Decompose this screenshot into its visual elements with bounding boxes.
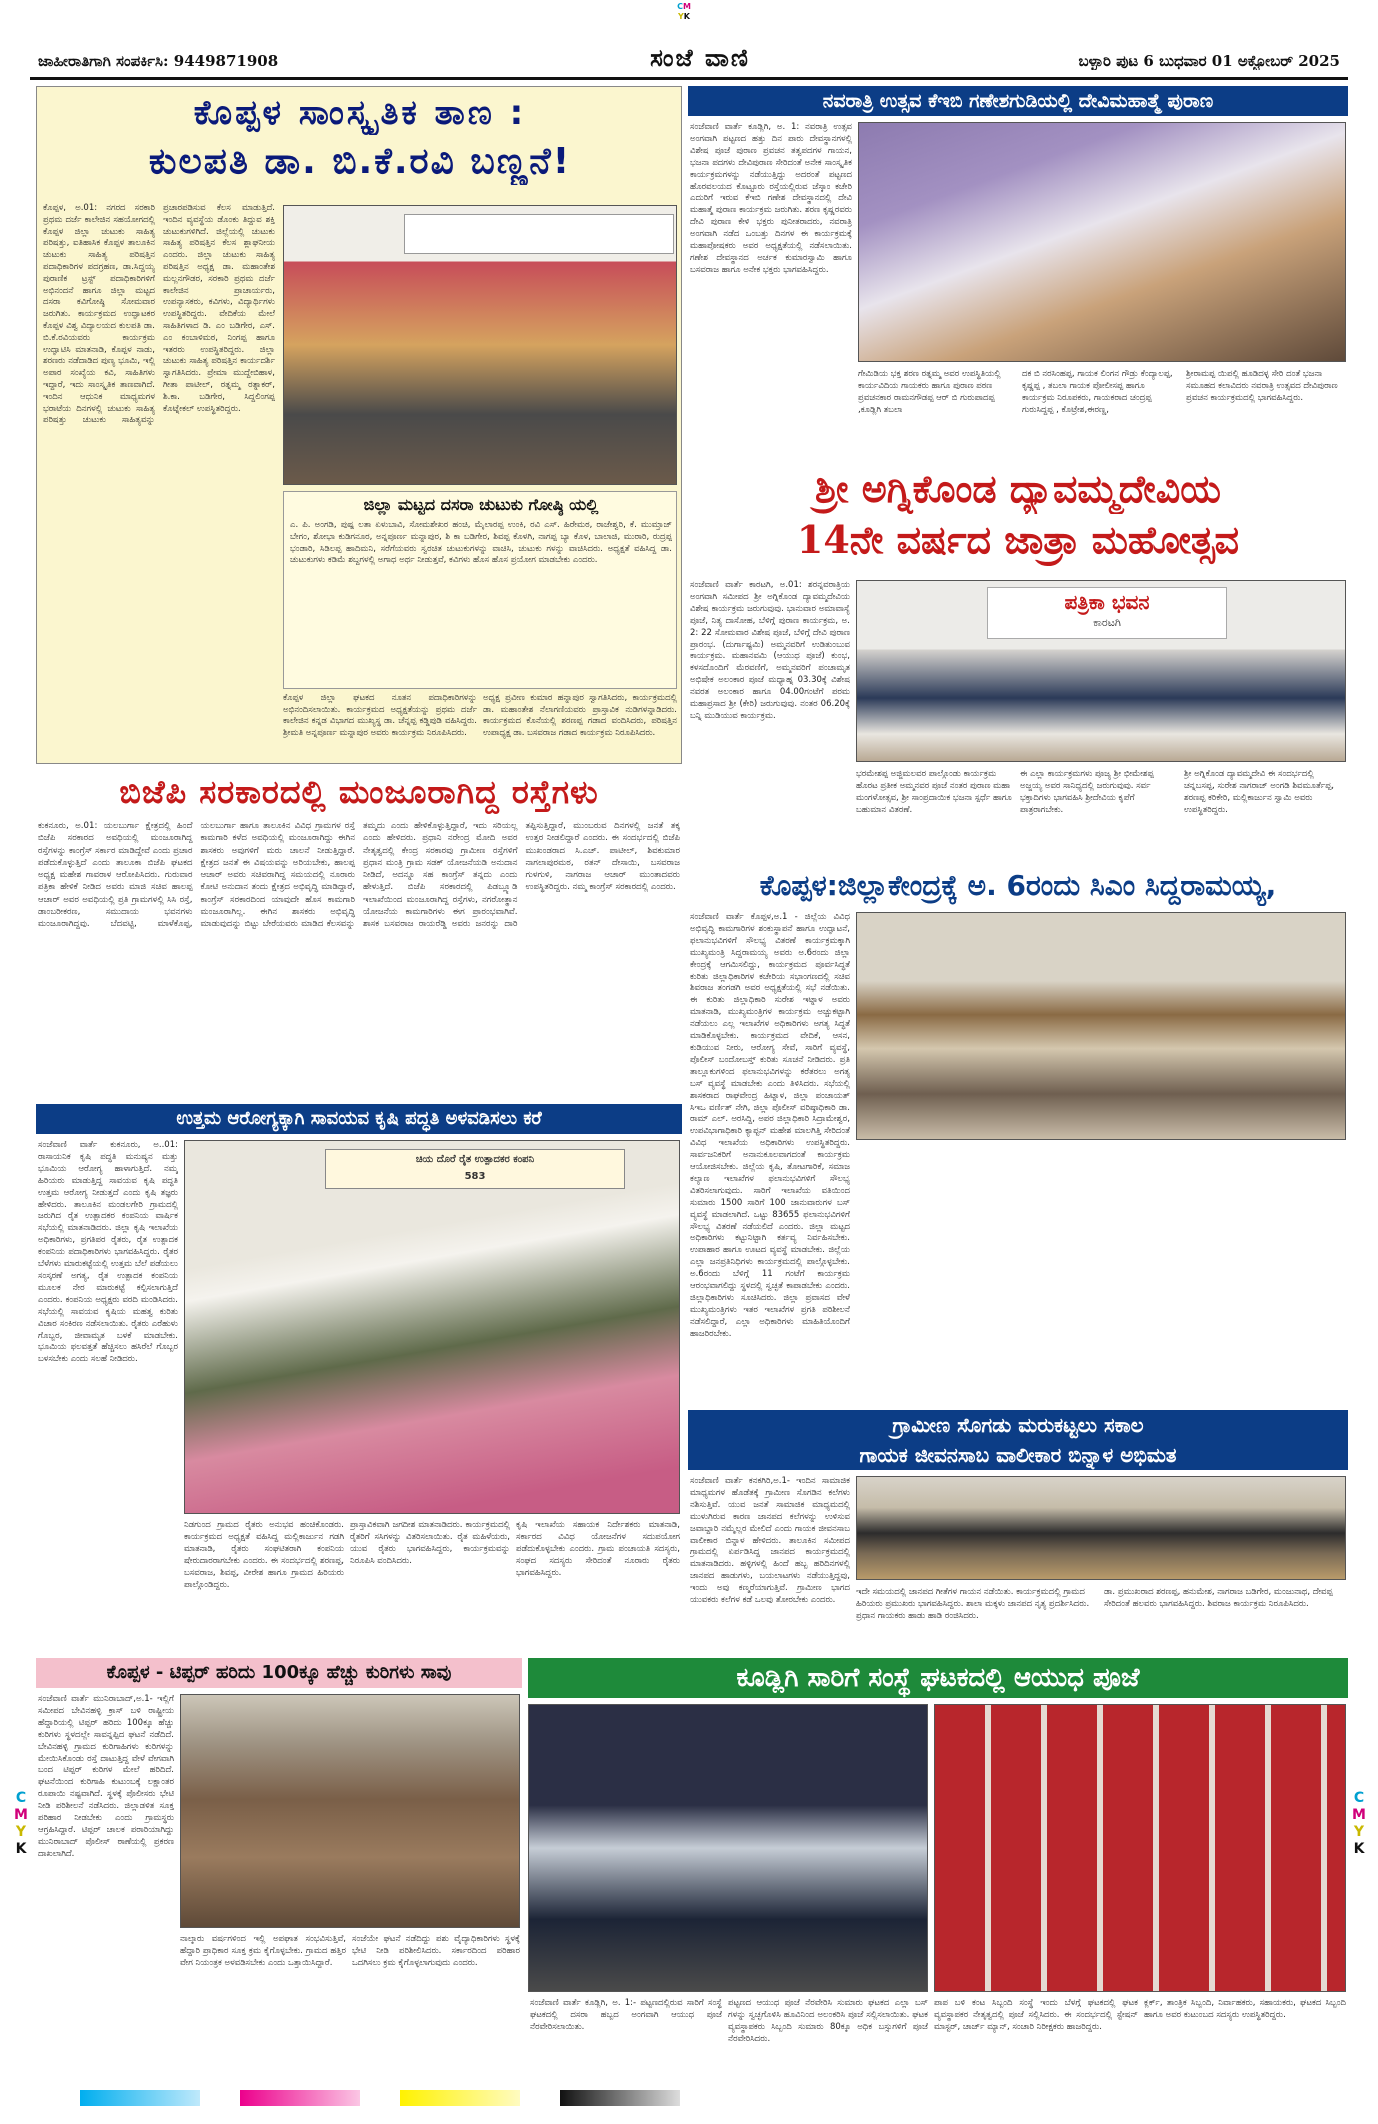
event-photo xyxy=(856,1476,1346,1580)
story-body: ಪ್ರಾಸ್ತಾವಿಕವಾಗಿ ಜಗದೀಶ ಮಾತನಾಡಿದರು. ಕಾರ್ಯಕ್ರಮದಲ್ಲಿ ರೈತರಿಗೆ ಸಸಿಗಳನ್ನು ವಿತರಿಸಲಾಯಿತು. ರೈತ ಮಹಿಳೆಯರು, ಯುವ ರೈತರು ಭಾಗವಹಿಸಿದ್ದರು, ಕಾರ್ಯಕ್ರಮವನ್ನು ನಿರೂಪಿಸಿ ವಂದಿಸಿದರು. xyxy=(350,1520,510,1566)
headline: ಬಿಜೆಪಿ ಸರಕಾರದಲ್ಲಿ ಮಂಜೂರಾಗಿದ್ದ ರಸ್ತೆಗಳು xyxy=(119,773,599,811)
event-photo xyxy=(283,205,677,485)
story-body: ಸಂಜೆವಾಣಿ ವಾರ್ತೆ ಕೂಡ್ಲಿಗಿ, ಅ. 1: ನವರಾತ್ರಿ ಉತ್ಸವ ಅಂಗವಾಗಿ ಪಟ್ಟಣದ ಹತ್ತು ದಿನ ಪಾರು ದೇವಸ್ಥಾನಗಳಲ್ಲಿ ವಿಶೇಷ ಪೂಜೆ ಪುರಾಣ ಪ್ರವಚನ ತತ್ವಪದಗಳ ಗಾಯನ, ಭಜನಾ ಪದಗಳು ದೇವಿಪುರಾಣ ಸೇರಿದಂತೆ ಅನೇಕ ಸಾಂಸ್ಕೃತಿಕ ಕಾರ್ಯಕ್ರಮಗಳನ್ನು ನಡೆಯುತ್ತಿದ್ದು ಅದರಂತೆ ಪಟ್ಟಣದ ಹೊರವಲಯದ ಕೊಟ್ಟೂರು ರಸ್ತೆಯಲ್ಲಿರುವ ಜೆಸ್ಕಾಂ ಕಚೇರಿ ಎದುರಿಗೆ ಇರುವ ಕೆಇಬಿ ಗಣೇಶ ದೇವಸ್ಥಾನದಲ್ಲಿ ದೇವಿ ಮಹಾತ್ಮೆ ಪುರಾಣ ಕಾರ್ಯಕ್ರಮ ಜರುಗಿತು. ಶರಣ ಕೃಷ್ಣರವರು ದೇವಿ ಪುರಾಣ ಕೇಳಿ ಭಕ್ತರು ಪುನೀತರಾದರು, ನವರಾತ್ರಿ ಅಂಗವಾಗಿ ನಡೆದ ಒಂಬತ್ತು ದಿನಗಳ ಈ ಕಾರ್ಯಕ್ರಮಕ್ಕೆ ಮಹಾಪೋಷಕರು ಅವರ ಅಧ್ಯಕ್ಷತೆಯಲ್ಲಿ ನಡೆಸಲಾಯಿತು. ಗಣೇಶ ದೇವಸ್ಥಾನದ ಅರ್ಚಕ ಕುಮಾರಸ್ವಾಮಿ ಹಾಗೂ ಬಸವರಾಜ ಹಾಗೂ ಅನೇಕ ಭಕ್ತರು ಭಾಗವಹಿಸಿದ್ದರು. xyxy=(690,122,852,275)
caption: ಇದೇ ಸಮಯದಲ್ಲಿ ಜಾನಪದ ಗೀತೆಗಳ ಗಾಯನ ನಡೆಯಿತು. ಕಾರ್ಯಕ್ರಮದಲ್ಲಿ ಗ್ರಾಮದ ಹಿರಿಯರು ಪ್ರಮುಖರು ಭಾಗವಹಿಸಿದ್ದರು. ಶಾಲಾ ಮಕ್ಕಳು ಜಾನಪದ ನೃತ್ಯ ಪ್ರದರ್ಶಿಸಿದರು. ಪ್ರಧಾನ ಗಾಯಕರು ಹಾಡು ಹಾಡಿ ರಂಜಿಸಿದರು. xyxy=(856,1587,1090,1621)
buses-photo xyxy=(934,1704,1346,1992)
story-koppal-cultural xyxy=(36,86,682,764)
caption: ದಕ ಬಿ ನರಸಿಂಹಪ್ಪ, ಗಾಯಕ ಲಿಂಗನ ಗೌಡ್ರು ಕೆಂದ್ಯಾಲಪ್ಪ, ಕೃಷ್ಣಪ್ಪ , ತಬಲಾ ಗಾಯಕ ಪೋಲೀಸಪ್ಪ ಹಾಗೂ ಕಾರ್ಯಕ್ರಮ ನಿರೂಪಕರು, ಗಾಯಕರಾದ ಚಂದ್ರಪ್ಪ ಗುರುಸಿದ್ದಪ್ಪ , ಕೊಟ್ರೇಶ,ಈರಣ್ಣ, xyxy=(1022,369,1173,415)
headline: ಗಾಯಕ ಜೀವನಸಾಬ ವಾಲೀಕಾರ ಬಿನ್ನಾಳ ಅಭಿಮತ xyxy=(688,1440,1348,1470)
bus-depot-photo xyxy=(528,1704,928,1992)
story-body: ಪಾಪ ಬಳಿ ಕಂಟ ಸಿಬ್ಬಂದಿ ಸಂಸ್ಥೆ ಇಂದು ಬೆಳಗ್ಗೆ ಘಟಕದಲ್ಲಿ ಘಟಕ ವ್ಯವಸ್ಥಾಪಕರ ನೇತೃತ್ವದಲ್ಲಿ ಪೂಜೆ ಸಲ್ಲಿಸಿದರು. ಈ ಸಂದರ್ಭದಲ್ಲಿ ಸ್ಟೇಷನ್ ಮಾಸ್ಟರ್, ಚಾರ್ಜ್ ಮ್ಯಾನ್, ಸಂಚಾರಿ ನಿರೀಕ್ಷಕರು ಹಾಜರಿದ್ದರು. xyxy=(934,1998,1138,2032)
headline: ಉತ್ತಮ ಆರೋಗ್ಯಕ್ಕಾಗಿ ಸಾವಯವ ಕೃಷಿ ಪದ್ಧತಿ ಅಳವಡಿಸಲು ಕರೆ xyxy=(36,1104,682,1134)
story-body: ಸಂಜೆವಾಣಿ ವಾರ್ತೆ ಕೊಪ್ಪಳ,ಅ.1 - ಜಿಲ್ಲೆಯ ವಿವಿಧ ಅಭಿವೃದ್ಧಿ ಕಾಮಗಾರಿಗಳ ಶಂಕುಸ್ಥಾಪನೆ ಹಾಗೂ ಉದ್ಘಾಟನೆ, ಫಲಾನುಭವಿಗಳಿಗೆ ಸೌಲಭ್ಯ ವಿತರಣೆ ಕಾರ್ಯಕ್ರಮಕ್ಕಾಗಿ ಮುಖ್ಯಮಂತ್ರಿ ಸಿದ್ದರಾಮಯ್ಯ ಅವರು ಅ.6ರಂದು ಜಿಲ್ಲಾ ಕೇಂದ್ರಕ್ಕೆ ಆಗಮಿಸಲಿದ್ದು, ಕಾರ್ಯಕ್ರಮದ ಪೂರ್ವಸಿದ್ಧತೆ ಕುರಿತು ಜಿಲ್ಲಾಧಿಕಾರಿಗಳ ಕಚೇರಿಯ ಸಭಾಂಗಣದಲ್ಲಿ ಸಚಿವ ಶಿವರಾಜ ತಂಗಡಗಿ ಅವರ ಅಧ್ಯಕ್ಷತೆಯಲ್ಲಿ ಸಭೆ ನಡೆಯಿತು. ಈ ಕುರಿತು ಜಿಲ್ಲಾಧಿಕಾರಿ ಸುರೇಶ ಇಟ್ನಾಳ ಅವರು ಮಾತನಾಡಿ, ಮುಖ್ಯಮಂತ್ರಿಗಳ ಕಾರ್ಯಕ್ರಮ ಅಚ್ಚುಕಟ್ಟಾಗಿ ನಡೆಯಲು ಎಲ್ಲ ಇಲಾಖೆಗಳ ಅಧಿಕಾರಿಗಳು ಅಗತ್ಯ ಸಿದ್ಧತೆ ಮಾಡಿಕೊಳ್ಳಬೇಕು. ಕಾರ್ಯಕ್ರಮದ ವೇದಿಕೆ, ಆಸನ, ಕುಡಿಯುವ ನೀರು, ಆರೋಗ್ಯ ಸೇವೆ, ಸಾರಿಗೆ ವ್ಯವಸ್ಥೆ, ಪೊಲೀಸ್ ಬಂದೋಬಸ್ತ್ ಕುರಿತು ಸೂಚನೆ ನೀಡಿದರು. ಪ್ರತಿ ತಾಲ್ಲೂಕುಗಳಿಂದ ಫಲಾನುಭವಿಗಳನ್ನು ಕರೆತರಲು ಅಗತ್ಯ ಬಸ್ ವ್ಯವಸ್ಥೆ ಮಾಡಬೇಕು ಎಂದು ತಿಳಿಸಿದರು. ಸಭೆಯಲ್ಲಿ ಶಾಸಕರಾದ ರಾಘವೇಂದ್ರ ಹಿಟ್ನಾಳ, ಜಿಲ್ಲಾ ಪಂಚಾಯತ್ ಸಿಇಒ ವರ್ಣಿತ್ ನೇಗಿ, ಜಿಲ್ಲಾ ಪೊಲೀಸ್ ವರಿಷ್ಠಾಧಿಕಾರಿ ಡಾ. ರಾಮ್ ಎಲ್. ಅರಸಿದ್ದಿ, ಅಪರ ಜಿಲ್ಲಾಧಿಕಾರಿ ಸಿದ್ರಾಮೇಶ್ವರ, ಉಪವಿಭಾಗಾಧಿಕಾರಿ ಕ್ಯಾಪ್ಟನ್ ಮಹೇಶ ಮಾಲಗಿತ್ತಿ ಸೇರಿದಂತೆ ವಿವಿಧ ಇಲಾಖೆಯ ಅಧಿಕಾರಿಗಳು ಉಪಸ್ಥಿತರಿದ್ದರು. ಸಾರ್ವಜನಿಕರಿಗೆ ಅನಾನುಕೂಲವಾಗದಂತೆ ಕಾರ್ಯಕ್ರಮ ಆಯೋಜಿಸಬೇಕು. ಜಿಲ್ಲೆಯ ಕೃಷಿ, ತೋಟಗಾರಿಕೆ, ಸಮಾಜ ಕಲ್ಯಾಣ ಇಲಾಖೆಗಳ ಫಲಾನುಭವಿಗಳಿಗೆ ಸೌಲಭ್ಯ ವಿತರಿಸಲಾಗುವುದು. ಸಾರಿಗೆ ಇಲಾಖೆಯ ವತಿಯಿಂದ ಸುಮಾರು 1500 ಸಾರಿಗೆ 100 ಜಾನುವಾರುಗಳ ಬಸ್ ವ್ಯವಸ್ಥೆ ಮಾಡಲಾಗಿದೆ. ಒಟ್ಟು 83655 ಫಲಾನುಭವಿಗಳಿಗೆ ಸೌಲಭ್ಯ ವಿತರಣೆ ನಡೆಯಲಿದೆ ಎಂದರು. ಜಿಲ್ಲಾ ಮಟ್ಟದ ಅಧಿಕಾರಿಗಳು ಕಟ್ಟುನಿಟ್ಟಾಗಿ ಕರ್ತವ್ಯ ನಿರ್ವಹಿಸಬೇಕು. ಉಪಾಹಾರ ಹಾಗೂ ಊಟದ ವ್ಯವಸ್ಥೆ ಮಾಡಬೇಕು. ಜಿಲ್ಲೆಯ ಎಲ್ಲಾ ಜನಪ್ರತಿನಿಧಿಗಳು ಕಾರ್ಯಕ್ರಮದಲ್ಲಿ ಪಾಲ್ಗೊಳ್ಳಬೇಕು. ಅ.6ರಂದು ಬೆಳಿಗ್ಗೆ 11 ಗಂಟೆಗೆ ಕಾರ್ಯಕ್ರಮ ಆರಂಭವಾಗಲಿದ್ದು ಸ್ಥಳದಲ್ಲಿ ಸ್ವಚ್ಛತೆ ಕಾಪಾಡಬೇಕು ಎಂದರು. ಜಿಲ್ಲಾಧಿಕಾರಿಗಳು ಸೂಚಿಸಿದರು. ಜಿಲ್ಲಾ ಪ್ರವಾಸದ ವೇಳೆ ಮುಖ್ಯಮಂತ್ರಿಗಳು ಇತರ ಇಲಾಖೆಗಳ ಪ್ರಗತಿ ಪರಿಶೀಲನೆ ನಡೆಸಲಿದ್ದಾರೆ, ಎಲ್ಲಾ ಅಧಿಕಾರಿಗಳು ಮಾಹಿತಿಯೊಂದಿಗೆ ಹಾಜರಿರಬೇಕು. xyxy=(690,912,850,1339)
headline: ಗ್ರಾಮೀಣ ಸೊಗಡು ಮರುಕಟ್ಟಲು ಸಕಾಲ xyxy=(688,1410,1348,1440)
headline: ಕೊಪ್ಪಳ ಸಾಂಸ್ಕೃತಿಕ ತಾಣ : xyxy=(193,93,527,133)
story-sheep-accident xyxy=(36,1658,522,2076)
meeting-photo xyxy=(856,912,1346,1140)
story-body: ಸಂಜೆಯೇ ಘಟನೆ ನಡೆದಿದ್ದು ಪಶು ವೈದ್ಯಾಧಿಕಾರಿಗಳು ಸ್ಥಳಕ್ಕೆ ಭೇಟಿ ನೀಡಿ ಪರಿಶೀಲಿಸಿದರು. ಸರ್ಕಾರದಿಂದ ಪರಿಹಾರ ಒದಗಿಸಲು ಕ್ರಮ ಕೈಗೊಳ್ಳಲಾಗುವುದು ಎಂದರು. xyxy=(352,1934,520,1968)
story-body: ಸಂಜೆವಾಣಿ ವಾರ್ತೆ ಕೂಡ್ಲಿಗಿ, ಅ. 1:- ಪಟ್ಟಣದಲ್ಲಿರುವ ಸಾರಿಗೆ ಸಂಸ್ಥೆ ಘಟಕದಲ್ಲಿ ದಸರಾ ಹಬ್ಬದ ಅಂಗವಾಗಿ ಆಯುಧ ಪೂಜೆ ನೆರವೇರಿಸಲಾಯಿತು. xyxy=(530,1998,722,2032)
caption: ಭರಮೇಶಪ್ಪ ಅಜ್ಜಿಮಲವರ ಪಾಲ್ಗೊಂಡು ಕಾರ್ಯಕ್ರಮ ಹೊರಟ ಪ್ರತೀಕ ಅಮ್ಮನವರ ಪೂಜೆ ನಂತರ ಪುರಾಣ ಮಹಾ ಮಂಗಳೋತ್ಸವ, ಶ್ರೀ ಸಾಂಪ್ರದಾಯಿಕ ಭಜನಾ ಸ್ಪರ್ಧೆ ಹಾಗೂ ಬಹುಮಾನ ವಿತರಣೆ. xyxy=(856,769,1012,815)
caption: ಗೇಮಿಡಿಯ ಭಕ್ತ ಶರಣ ರತ್ನಮ್ಮ ಅವರ ಉಪಸ್ಥಿತಿಯಲ್ಲಿ ಕಾರ್ಯವಿದಿಯ ಗಾಯಕರು ಹಾಗೂ ಪುರಾಣ ಪಠಣ ಪ್ರವಚನಕಾರ ರಾಮನಗೌಡಪ್ಪ ಆರ್ ಬಿ ಗುರುಪಾದಪ್ಪ ,ಕೂಡ್ಲಿಗಿ ತಬಲಾ xyxy=(858,369,1001,415)
newspaper-logo xyxy=(600,44,800,78)
caption: ಶ್ರೀರಾಮಪ್ಪ ಯಿಪಲ್ಲಿ ಹೂಡಿದಳ್ಳ ಸೇರಿ ದಂತೆ ಭಜನಾ ಸಮೂಹದ ಕಲಾವಿದರು ನವರಾತ್ರಿ ಉತ್ಸವದ ದೇವಿಪುರಾಣ ಪ್ರವಚನ ಕಾರ್ಯಕ್ರಮದಲ್ಲಿ ಭಾಗವಹಿಸಿದ್ದರು. xyxy=(1186,369,1338,403)
headline: ಕೊಪ್ಪಳ - ಟಿಪ್ಪರ್ ಹರಿದು 100ಕ್ಕೂ ಹೆಚ್ಚು ಕುರಿಗಳು ಸಾವು xyxy=(36,1658,522,1688)
story-body: ಸಂಜೆವಾಣಿ ವಾರ್ತೆ ಮುನಿರಾಬಾದ್,ಅ.1- ಇಲ್ಲಿಗೆ ಸಮೀಪದ ಬೇವಿನಹಳ್ಳಿ ಕ್ರಾಸ್ ಬಳಿ ರಾಷ್ಟ್ರೀಯ ಹೆದ್ದಾರಿಯಲ್ಲಿ ಟಿಪ್ಪರ್ ಹರಿದು 100ಕ್ಕೂ ಹೆಚ್ಚು ಕುರಿಗಳು ಸ್ಥಳದಲ್ಲೇ ಸಾವನ್ನಪ್ಪಿದ ಘಟನೆ ನಡೆದಿದೆ. ಬೇವಿನಹಳ್ಳಿ ಗ್ರಾಮದ ಕುರಿಗಾಹಿಗಳು ಕುರಿಗಳನ್ನು ಮೇಯಿಸಿಕೊಂಡು ರಸ್ತೆ ದಾಟುತ್ತಿದ್ದ ವೇಳೆ ವೇಗವಾಗಿ ಬಂದ ಟಿಪ್ಪರ್ ಕುರಿಗಳ ಮೇಲೆ ಹರಿದಿದೆ. ಘಟನೆಯಿಂದ ಕುರಿಗಾಹಿ ಕುಟುಂಬಕ್ಕೆ ಲಕ್ಷಾಂತರ ರೂಪಾಯಿ ನಷ್ಟವಾಗಿದೆ. ಸ್ಥಳಕ್ಕೆ ಪೊಲೀಸರು ಭೇಟಿ ನೀಡಿ ಪರಿಶೀಲನೆ ನಡೆಸಿದರು. ಜಿಲ್ಲಾಡಳಿತ ಸೂಕ್ತ ಪರಿಹಾರ ನೀಡಬೇಕು ಎಂದು ಗ್ರಾಮಸ್ಥರು ಆಗ್ರಹಿಸಿದ್ದಾರೆ. ಟಿಪ್ಪರ್ ಚಾಲಕ ಪರಾರಿಯಾಗಿದ್ದು ಮುನಿರಾಬಾದ್ ಪೊಲೀಸ್ ಠಾಣೆಯಲ್ಲಿ ಪ್ರಕರಣ ದಾಖಲಾಗಿದೆ. xyxy=(38,1694,174,1859)
story-body-bottom-left: ಕೊಪ್ಪಳ ಜಿಲ್ಲಾ ಘಟಕದ ನೂತನ ಪದಾಧಿಕಾರಿಗಳನ್ನು ಅಭಿನಂದಿಸಲಾಯಿತು. ಕಾರ್ಯಕ್ರಮದ ಅಧ್ಯಕ್ಷತೆಯನ್ನು ಪ್ರಥಮ ದರ್ಜೆ ಕಾಲೇಜಿನ ಕನ್ನಡ ವಿಭಾಗದ ಮುಖ್ಯಸ್ಥ ಡಾ. ಚೆನ್ನಪ್ಪ ಕಡ್ಡಿಪುಡಿ ವಹಿಸಿದ್ದರು. ಶ್ರೀಮತಿ ಅನ್ನಪೂರ್ಣ ಮನ್ನಾಪುರ ಅವರು ಕಾರ್ಯಕ್ರಮ ನಿರೂಪಿಸಿದರು. xyxy=(283,693,477,738)
headline: ಕುಲಪತಿ ಡಾ. ಬಿ.ಕೆ.ರವಿ ಬಣ್ಣನೆ! xyxy=(148,141,572,182)
banner-text: ಚಿಯ ದೊರೆ ರೈತ ಉತ್ಪಾದಕರ ಕಂಪನಿ xyxy=(415,1154,535,1165)
banner-title: ಪತ್ರಿಕಾ ಭವನ xyxy=(1064,590,1150,614)
inset-box xyxy=(283,491,677,689)
story-body: ಸಂಜೆವಾಣಿ ವಾರ್ತೆ ಕುಕನೂರು, ಅ..01: ರಾಸಾಯನಿಕ ಕೃಷಿ ಪದ್ಧತಿ ಮನುಷ್ಯನ ಮತ್ತು ಭೂಮಿಯ ಆರೋಗ್ಯ ಹಾಳಾಗುತ್ತಿದೆ. ನಮ್ಮ ಹಿರಿಯರು ಮಾಡುತ್ತಿದ್ದ ಸಾವಯವ ಕೃಷಿ ಪದ್ಧತಿ ಉತ್ತಮ ಆರೋಗ್ಯ ನೀಡುತ್ತದೆ ಎಂದು ಕೃಷಿ ತಜ್ಞರು ಹೇಳಿದರು. ತಾಲೂಕಿನ ಮಂಡಲಗೇರಿ ಗ್ರಾಮದಲ್ಲಿ ಜರುಗಿದ ರೈತ ಉತ್ಪಾದಕರ ಕಂಪನಿಯ ವಾರ್ಷಿಕ ಸಭೆಯಲ್ಲಿ ಮಾತನಾಡಿದರು. ಜಿಲ್ಲಾ ಕೃಷಿ ಇಲಾಖೆಯ ಅಧಿಕಾರಿಗಳು, ಪ್ರಗತಿಪರ ರೈತರು, ರೈತ ಉತ್ಪಾದಕ ಕಂಪನಿಯ ಪದಾಧಿಕಾರಿಗಳು ಭಾಗವಹಿಸಿದ್ದರು. ರೈತರ ಬೆಳೆಗಳು ಮಾರುಕಟ್ಟೆಯಲ್ಲಿ ಉತ್ತಮ ಬೆಲೆ ಪಡೆಯಲು ಸಂಸ್ಕರಣೆ ಅಗತ್ಯ, ರೈತ ಉತ್ಪಾದಕ ಕಂಪನಿಯ ಮೂಲಕ ನೇರ ಮಾರುಕಟ್ಟೆ ಕಲ್ಪಿಸಲಾಗುತ್ತಿದೆ ಎಂದರು. ಕಂಪನಿಯ ಅಧ್ಯಕ್ಷರು ವರದಿ ಮಂಡಿಸಿದರು. ಸಭೆಯಲ್ಲಿ ಸಾವಯವ ಕೃಷಿಯ ಮಹತ್ವ ಕುರಿತು ವಿಚಾರ ಸಂಕಿರಣ ನಡೆಸಲಾಯಿತು. ರೈತರು ಎರೆಹುಳು ಗೊಬ್ಬರ, ಜೀವಾಮೃತ ಬಳಕೆ ಮಾಡಬೇಕು. ಭೂಮಿಯ ಫಲವತ್ತತೆ ಹೆಚ್ಚಿಸಲು ಹಸಿರೆಲೆ ಗೊಬ್ಬರ ಬಳಸಬೇಕು ಎಂದು ಸಲಹೆ ನೀಡಿದರು. xyxy=(38,1140,178,1365)
event-photo xyxy=(858,122,1346,362)
caption: ಡಾ. ಪ್ರಮುಖರಾದ ಶರಣಪ್ಪ, ಹನುಮೇಶ, ನಾಗರಾಜ ಬಡಿಗೇರ, ಮಂಜುನಾಥ, ದೇವಪ್ಪ ಸೇರಿದಂತೆ ಹಲವರು ಭಾಗವಹಿಸಿದ್ದರು. ಶಿವರಾಜ ಕಾರ್ಯಕ್ರಮ ನಿರೂಪಿಸಿದರು. xyxy=(1104,1587,1333,1609)
banner-subtitle: ಕಾರಟಗಿ xyxy=(1093,616,1121,629)
college-banner xyxy=(404,214,674,254)
dateline: ಬಳ್ಳಾರಿ ಪುಟ 6 ಬುಧವಾರ 01 ಅಕ್ಟೋಬರ್ 2025 xyxy=(1078,52,1340,70)
event-photo xyxy=(856,580,1346,762)
story-body: ಸಂಜೆವಾಣಿ ವಾರ್ತೆ ಕನಕಗಿರಿ,ಅ.1- ಇಂದಿನ ಸಾಮಾಜಿಕ ಮಾಧ್ಯಮಗಳ ಹೊಡೆತಕ್ಕೆ ಗ್ರಾಮೀಣ ಸೊಗಡಿನ ಕಲೆಗಳು ನಶಿಸುತ್ತಿವೆ. ಯುವ ಜನತೆ ಸಾಮಾಜಿಕ ಮಾಧ್ಯಮದಲ್ಲಿ ಮುಳುಗಿರುವ ಕಾರಣ ಜಾನಪದ ಕಲೆಗಳನ್ನು ಉಳಿಸುವ ಜವಾಬ್ದಾರಿ ನಮ್ಮೆಲ್ಲರ ಮೇಲಿದೆ ಎಂದು ಗಾಯಕ ಜೀವನಸಾಬ ವಾಲೀಕಾರ ಬಿನ್ನಾಳ ಹೇಳಿದರು. ತಾಲೂಕಿನ ಸಮೀಪದ ಗ್ರಾಮದಲ್ಲಿ ಏರ್ಪಡಿಸಿದ್ದ ಜಾನಪದ ಕಾರ್ಯಕ್ರಮದಲ್ಲಿ ಮಾತನಾಡಿದರು. ಹಳ್ಳಿಗಳಲ್ಲಿ ಹಿಂದೆ ಹಬ್ಬ ಹರಿದಿನಗಳಲ್ಲಿ ಜಾನಪದ ಹಾಡುಗಳು, ಬಯಲಾಟಗಳು ನಡೆಯುತ್ತಿದ್ದವು, ಇಂದು ಅವು ಕಣ್ಮರೆಯಾಗುತ್ತಿವೆ. ಗ್ರಾಮೀಣ ಭಾಗದ ಯುವಕರು ಕಲೆಗಳ ಕಡೆ ಒಲವು ತೋರಬೇಕು ಎಂದರು. xyxy=(690,1476,850,1606)
masthead xyxy=(30,44,1348,80)
story-agnikonda xyxy=(688,462,1348,862)
headline: ಕೊಪ್ಪಳ:ಜಿಲ್ಲಾಕೇಂದ್ರಕ್ಕೆ ಅ. 6ರಂದು ಸಿಎಂ ಸಿದ್ದರಾಮಯ್ಯ, xyxy=(759,869,1277,902)
reg-mark-left: C M Y K xyxy=(14,1790,28,1857)
reg-mark-right: C M Y K xyxy=(1352,1790,1366,1857)
story-body: ಕುಕನೂರು, ಅ.01: ಯಲಬುರ್ಗಾ ಕ್ಷೇತ್ರದಲ್ಲಿ ಹಿಂದೆ ಬಿಜೆಪಿ ಸರಕಾರದ ಅವಧಿಯಲ್ಲಿ ಮಂಜೂರಾಗಿದ್ದ ರಸ್ತೆಗಳನ್ನು ಕಾಂಗ್ರೆಸ್ ಸರ್ಕಾರ ಮಾಡಿದ್ದೇವೆ ಎಂದು ಪ್ರಚಾರ ಪಡೆದುಕೊಳ್ಳುತ್ತಿದೆ ಎಂದು ತಾಲೂಕಾ ಬಿಜೆಪಿ ಘಟಕದ ಅಧ್ಯಕ್ಷ ಮಹೇಶ ಗಾವರಾಳ ಆರೋಪಿಸಿದರು. ಗುರುವಾರ ಪತ್ರಿಕಾ ಹೇಳಿಕೆ ನೀಡಿದ ಅವರು ಮಾಜಿ ಸಚಿವ ಹಾಲಪ್ಪ ಆಚಾರ್ ಅವರ ಅವಧಿಯಲ್ಲಿ ಪ್ರತಿ ಗ್ರಾಮಗಳಲ್ಲಿ ಸಿಸಿ ರಸ್ತೆ, ಡಾಂಬರೀಕರಣ, ಸಮುದಾಯ ಭವನಗಳು ಮಂಜೂರಾಗಿದ್ದವು. ಬೆದವಟ್ಟಿ, ಮಾಳೆಕೊಪ್ಪ, ಯಲಬುರ್ಗಾ ಹಾಗೂ ತಾಲೂಕಿನ ವಿವಿಧ ಗ್ರಾಮಗಳ ರಸ್ತೆ ಕಾಮಗಾರಿ ಕಳೆದ ಅವಧಿಯಲ್ಲಿ ಮಂಜೂರಾಗಿದ್ದು ಈಗಿನ ಶಾಸಕರು ಅವುಗಳಿಗೆ ಮರು ಚಾಲನೆ ನೀಡುತ್ತಿದ್ದಾರೆ. ಕ್ಷೇತ್ರದ ಜನತೆ ಈ ವಿಷಯವನ್ನು ಅರಿಯಬೇಕು, ಹಾಲಪ್ಪ ಆಚಾರ್ ಅವರು ಸಚಿವರಾಗಿದ್ದ ಸಮಯದಲ್ಲಿ ನೂರಾರು ಕೋಟಿ ಅನುದಾನ ತಂದು ಕ್ಷೇತ್ರದ ಅಭಿವೃದ್ಧಿ ಮಾಡಿದ್ದಾರೆ, ಕಾಂಗ್ರೆಸ್ ಸರಕಾರದಿಂದ ಯಾವುದೇ ಹೊಸ ಕಾಮಗಾರಿ ಮಂಜೂರಾಗಿಲ್ಲ. ಈಗಿನ ಶಾಸಕರು ಅಭಿವೃದ್ಧಿ ಮಾಡುವುದನ್ನು ಬಿಟ್ಟು ಬೇರೆಯವರು ಮಾಡಿದ ಕೆಲಸವನ್ನು ತಮ್ಮದು ಎಂದು ಹೇಳಿಕೊಳ್ಳುತ್ತಿದ್ದಾರೆ, ಇದು ಸರಿಯಲ್ಲ ಎಂದು ಹೇಳಿದರು. ಪ್ರಧಾನಿ ನರೇಂದ್ರ ಮೋದಿ ಅವರ ನೇತೃತ್ವದಲ್ಲಿ ಕೇಂದ್ರ ಸರಕಾರವು ಗ್ರಾಮೀಣ ರಸ್ತೆಗಳಿಗೆ ಪ್ರಧಾನ ಮಂತ್ರಿ ಗ್ರಾಮ ಸಡಕ್ ಯೋಜನೆಯಡಿ ಅನುದಾನ ನೀಡಿದೆ, ಅದನ್ನೂ ಸಹ ಕಾಂಗ್ರೆಸ್ ತನ್ನದು ಎಂದು ಹೇಳುತ್ತಿದೆ. ಬಿಜೆಪಿ ಸರಕಾರದಲ್ಲಿ ಪಿಡಬ್ಲ್ಯೂಡಿ ಇಲಾಖೆಯಿಂದ ಮಂಜೂರಾಗಿದ್ದ ರಸ್ತೆಗಳು, ನಗರೋತ್ಥಾನ ಯೋಜನೆಯ ಕಾಮಗಾರಿಗಳು ಈಗ ಪ್ರಾರಂಭವಾಗಿವೆ. ಶಾಸಕ ಬಸವರಾಜ ರಾಯರೆಡ್ಡಿ ಅವರು ಜನರನ್ನು ದಾರಿ ತಪ್ಪಿಸುತ್ತಿದ್ದಾರೆ, ಮುಂಬರುವ ದಿನಗಳಲ್ಲಿ ಜನತೆ ತಕ್ಕ ಉತ್ತರ ನೀಡಲಿದ್ದಾರೆ ಎಂದರು. ಈ ಸಂದರ್ಭದಲ್ಲಿ ಬಿಜೆಪಿ ಮುಖಂಡರಾದ ಸಿ.ಎಚ್. ಪಾಟೀಲ್, ಶಿವಕುಮಾರ ನಾಗಲಾಪುರಮಠ, ರತನ್ ದೇಸಾಯಿ, ಬಸವರಾಜ ಗುಳಗುಳಿ, ನಾಗರಾಜ ಆಚಾರ್ ಮುಂತಾದವರು ಉಪಸ್ಥಿತರಿದ್ದರು. ನಮ್ಮ ಕಾಂಗ್ರೆಸ್ ಸರಕಾರದಲ್ಲಿ ಎಂದರು. xyxy=(38,821,680,930)
headline: ನವರಾತ್ರಿ ಉತ್ಸವ ಕೆಇಬಿ ಗಣೇಶಗುಡಿಯಲ್ಲಿ ದೇವಿಮಹಾತ್ಮೆ ಪುರಾಣ xyxy=(688,86,1348,116)
story-body: ಸಂಜೆವಾಣಿ ವಾರ್ತೆ ಕಾರಟಗಿ, ಅ.01: ಶರನ್ನವರಾತ್ರಿಯ ಅಂಗವಾಗಿ ಸಮೀಪದ ಶ್ರೀ ಅಗ್ನಿಕೊಂಡ ದ್ಯಾವಮ್ಮದೇವಿಯ ವಿಶೇಷ ಕಾರ್ಯಕ್ರಮ ಜರುಗುವುವು. ಭಾನುವಾರ ಅಮಾವಾಸ್ಯೆ ಪೂಜೆ, ನಿತ್ಯ ದಾಸೋಹ, ಬೆಳಿಗ್ಗೆ ಪುರಾಣ ಕಾರ್ಯಕ್ರಮ, ಅ. 2: 22 ಸೋಮವಾರ ವಿಶೇಷ ಪೂಜೆ, ಬೆಳಿಗ್ಗೆ ದೇವಿ ಪುರಾಣ ಪ್ರಾರಂಭ. (ದುರ್ಗಾಷ್ಟಮಿ) ಅಮ್ಮನವರಿಗೆ ಉಡಿತುಂಬುವ ಕಾರ್ಯಕ್ರಮ. ಮಹಾನವಮಿ (ಆಯುಧ ಪೂಜೆ) ಕುಂಭ, ಕಳಸದೊಂದಿಗೆ ಮೆರವಣಿಗೆ, ಅಮ್ಮನವರಿಗೆ ಪಂಚಾಮೃತ ಅಭಿಷೇಕ ಅಲಂಕಾರ ಪೂಜೆ ಮಧ್ಯಾಹ್ನ 03.30ಕ್ಕೆ ವಿಶೇಷ ನವರತ ಅಲಂಕಾರ ಹಾಗೂ 04.00ಗಂಟೆಗೆ ಪರಮ ಮಹಾಪ್ರಸಾದ ಶ್ರೀ (ಕೇರಿ) ಜರುಗುವುವು. ನಂತರ 06.20ಕ್ಕೆ ಬನ್ನಿ ಮುಡಿಯುವ ಕಾರ್ಯಕ್ರಮ. xyxy=(690,580,850,721)
banner-number: 583 xyxy=(464,1171,486,1182)
story-bjp-roads xyxy=(36,770,682,1100)
headline: ಕೂಡ್ಲಿಗಿ ಸಾರಿಗೆ ಸಂಸ್ಥೆ ಘಟಕದಲ್ಲಿ ಆಯುಧ ಪೂಜೆ xyxy=(528,1658,1348,1698)
story-ayudha-pooja xyxy=(528,1658,1348,2076)
story-folk-singer xyxy=(688,1410,1348,1654)
story-body: ಕೃಷಿ ಇಲಾಖೆಯ ಸಹಾಯಕ ನಿರ್ದೇಶಕರು ಮಾತನಾಡಿ, ಸರ್ಕಾರದ ವಿವಿಧ ಯೋಜನೆಗಳ ಸದುಪಯೋಗ ಪಡೆದುಕೊಳ್ಳಬೇಕು ಎಂದರು. ಗ್ರಾಮ ಪಂಚಾಯತಿ ಸದಸ್ಯರು, ಸಂಘದ ಸದಸ್ಯರು ಸೇರಿದಂತೆ ನೂರಾರು ರೈತರು ಭಾಗವಹಿಸಿದ್ದರು. xyxy=(516,1520,680,1578)
press-banner xyxy=(987,587,1227,639)
caption: ಈ ಎಲ್ಲಾ ಕಾರ್ಯಕ್ರಮಗಳು ಪೂಜ್ಯ ಶ್ರೀ ಭೀಮೇಶಪ್ಪ ಅಜ್ಜಯ್ಯ ಅವರ ಸಾನಿಧ್ಯದಲ್ಲಿ ಜರುಗುವುವು. ಸರ್ವ ಭಕ್ತಾದಿಗಳು ಭಾಗವಹಿಸಿ ಶ್ರೀದೇವಿಯ ಕೃಪೆಗೆ ಪಾತ್ರರಾಗಬೇಕು. xyxy=(1020,769,1154,815)
story-cm-visit xyxy=(688,866,1348,1406)
story-body-bottom-right: ಅಧ್ಯಕ್ಷ ಪ್ರವೀಣ ಕುಮಾರ ಹನ್ನಾಪುರ ಸ್ವಾಗತಿಸಿದರು, ಕಾರ್ಯಕ್ರಮದಲ್ಲಿ ಡಾ. ಮಹಾಂತೇಶ ನೆಲಾಗಣಿಯವರು ಪ್ರಾಸ್ತಾವಿಕ ನುಡಿಗಳನ್ನಾಡಿದರು. ಕಾರ್ಯಕ್ರಮದ ಕೊನೆಯಲ್ಲಿ ಶರಣಪ್ಪ ಗಡಾದ ವಂದಿಸಿದರು, ಪರಿಷತ್ತಿನ ಉಪಾಧ್ಯಕ್ಷ ಡಾ. ಬಸವರಾಜ ಗಡಾದ ಕಾರ್ಯಕ್ರಮ ನಿರೂಪಿಸಿದರು. xyxy=(483,693,677,738)
story-body: ಕೊಪ್ಪಳ, ಅ.01: ನಗರದ ಸರಕಾರಿ ಪ್ರಥಮ ದರ್ಜೆ ಕಾಲೇಜಿನ ಸಹಯೋಗದಲ್ಲಿ ಕೊಪ್ಪಳ ಜಿಲ್ಲಾ ಚುಟುಕು ಸಾಹಿತ್ಯ ಪರಿಷತ್ತು, ಐತಿಹಾಸಿಕ ಕೊಪ್ಪಳ ತಾಲೂಕಿನ ಚುಟುಕು ಸಾಹಿತ್ಯ ಪರಿಷತ್ತಿನ ಪದಾಧಿಕಾರಿಗಳ ಪದಗ್ರಹಣ, ಡಾ.ಸಿದ್ದಯ್ಯ ಪುರಾಣಿಕ ಟ್ರಸ್ಟ್ ಪದಾಧಿಕಾರಿಗಳಿಗೆ ಅಭಿನಂದನೆ ಹಾಗೂ ಜಿಲ್ಲಾ ಮಟ್ಟದ ದಸರಾ ಕವಿಗೋಷ್ಠಿ ಸೋಮವಾರ ಜರುಗಿತು. ಕಾರ್ಯಕ್ರಮದ ಉದ್ಘಾಟಕರ ಕೊಪ್ಪಳ ವಿಶ್ವ ವಿದ್ಯಾಲಯದ ಕುಲಪತಿ ಡಾ. ಬಿ.ಕೆ.ರವಿಯವರು ಕಾರ್ಯಕ್ರಮ ಉದ್ಘಾಟಿಸಿ ಮಾತನಾಡಿ, ಕೊಪ್ಪಳ ನಾಡು, ಶರಣರು ನಡೆದಾಡಿದ ಪುಣ್ಯ ಭೂಮಿ, ಇಲ್ಲಿ ಅಪಾರ ಸಂಖ್ಯೆಯ ಕವಿ, ಸಾಹಿತಿಗಳು ಇದ್ದಾರೆ, ಇದು ಸಾಂಸ್ಕೃತಿಕ ತಾಣವಾಗಿದೆ. ಇಂದಿನ ಆಧುನಿಕ ಮಾಧ್ಯಮಗಳ ಭರಾಟೆಯ ದಿನಗಳಲ್ಲಿ ಚುಟುಕು ಸಾಹಿತ್ಯ ಪರಿಷತ್ತು ಚುಟುಕು ಸಾಹಿತ್ಯವನ್ನು ಪ್ರಚಾರಪಡಿಸುವ ಕೆಲಸ ಮಾಡುತ್ತಿದೆ. ಇಂದಿನ ವ್ಯವಸ್ಥೆಯ ಡೊಂಕು ತಿದ್ದುವ ಶಕ್ತಿ ಚುಟುಕುಗಳಿಗಿದೆ. ಜಿಲ್ಲೆಯಲ್ಲಿ ಚುಟುಕು ಸಾಹಿತ್ಯ ಪರಿಷತ್ತಿನ ಕೆಲಸ ಶ್ಲಾಘನೀಯ ಎಂದರು. ಜಿಲ್ಲಾ ಚುಟುಕು ಸಾಹಿತ್ಯ ಪರಿಷತ್ತಿನ ಅಧ್ಯಕ್ಷ ಡಾ. ಮಹಾಂತೇಶ ಮಲ್ಲನಗೌಡರ, ಸರಕಾರಿ ಪ್ರಥಮ ದರ್ಜೆ ಕಾಲೇಜಿನ ಪ್ರಾಚಾರ್ಯರು, ಉಪನ್ಯಾಸಕರು, ಕವಿಗಳು, ವಿದ್ಯಾರ್ಥಿಗಳು ಉಪಸ್ಥಿತರಿದ್ದರು. ವೇದಿಕೆಯ ಮೇಲೆ ಸಾಹಿತಿಗಳಾದ ಡಿ. ಎಂ ಬಡಿಗೇರ, ಎಸ್. ಎಂ ಕಂಬಾಳಿಮಠ, ನಿಂಗಪ್ಪ ಹಾಗೂ ಇತರರು ಉಪಸ್ಥಿತರಿದ್ದರು. ಜಿಲ್ಲಾ ಚುಟುಕು ಸಾಹಿತ್ಯ ಪರಿಷತ್ತಿನ ಕಾರ್ಯದರ್ಶಿ ಸ್ವಾಗತಿಸಿದರು. ಪ್ರೇಮಾ ಮುದ್ದೇಬಿಹಾಳ, ಗೀತಾ ಪಾಟೀಲ್, ರತ್ನಮ್ಮ ರತ್ನಾಕರ್, ಶಿ.ಕಾ. ಬಡಿಗೇರ, ಸಿದ್ದಲಿಂಗಪ್ಪ ಕೊಟ್ನೇಕಲ್ ಉಪಸ್ಥಿತರಿದ್ದರು. xyxy=(43,203,275,426)
reg-mark-top: CM YK xyxy=(677,2,691,21)
story-body: ನಿಡಗುಂದ ಗ್ರಾಮದ ರೈತರು ಅನುಭವ ಹಂಚಿಕೊಂಡರು. ಕಾರ್ಯಕ್ರಮದ ಅಧ್ಯಕ್ಷತೆ ವಹಿಸಿದ್ದ ಮಲ್ಲಿಕಾರ್ಜುನ ಗಡಗಿ ಮಾತನಾಡಿ, ರೈತರು ಸಂಘಟಿತರಾಗಿ ಕಂಪನಿಯ ಷೇರುದಾರರಾಗಬೇಕು ಎಂದರು. ಈ ಸಂದರ್ಭದಲ್ಲಿ ಶರಣಪ್ಪ, ಬಸವರಾಜ, ಶಿವಪ್ಪ, ವೀರೇಶ ಹಾಗೂ ಗ್ರಾಮದ ಹಿರಿಯರು ಪಾಲ್ಗೊಂಡಿದ್ದರು. xyxy=(184,1520,344,1590)
headline: 14ನೇ ವರ್ಷದ ಜಾತ್ರಾ ಮಹೋತ್ಸವ xyxy=(796,517,1240,562)
color-bar xyxy=(80,2090,1280,2106)
org-banner xyxy=(325,1149,625,1189)
accident-photo xyxy=(180,1694,520,1928)
inset-body: ಎ. ಪಿ. ಅಂಗಡಿ, ಪುಷ್ಪ ಲತಾ ಏಳುಬಾವಿ, ಸೋಮಶೇಖರ ಹಂಚಿ, ಮೈಲಾರಪ್ಪ ಉಂಕಿ, ರವಿ ಎಸ್. ಹಿರೇಮಠ, ರಾಜೇಶ್ವರಿ, ಕೆ. ಮುಮ್ತಾಜ್ ಬೇಗಂ, ಶೋಭಾ ಕುಡಿಗನೂರ, ಅನ್ನಪೂರ್ಣ ಮನ್ನಾಪುರ, ಶಿ ಕಾ ಬಡಿಗೇರ, ಶಿವಪ್ಪ ಕೊಳಗಿ, ನಾಗಪ್ಪ ಬ್ಯಾ ಕೊಳ, ಬಾಲಾಜಿ, ಮುರಾರಿ, ರುದ್ರಪ್ಪ ಭಂಡಾರಿ, ಸಿಡಿಲಪ್ಪ ಹಾದಿಮನಿ, ಸರೆಗೆಯವರು ಸ್ವರಚಿತ ಚುಟುಕುಗಳನ್ನು ವಾಚಿಸಿ, ಚುಟುಕು ಗಳನ್ನು ವಾಚಿಸಿದರು. ಅಧ್ಯಕ್ಷತೆ ವಹಿಸಿದ್ದ ಡಾ. ಚುಟುಕುಗಳು ಕಡಿಮೆ ಶಬ್ದಗಳಲ್ಲಿ ಅಗಾಧ ಅರ್ಥ ನೀಡುತ್ತವೆ, ಕವಿಗಳು ಹೊಸ ಹೊಸ ಪ್ರಯೋಗ ಮಾಡಬೇಕು ಎಂದರು. xyxy=(290,520,672,566)
ad-contact: ಜಾಹೀರಾತಿಗಾಗಿ ಸಂಪರ್ಕಿಸಿ: 9449871908 xyxy=(38,52,279,70)
story-organic xyxy=(36,1104,682,1654)
story-body: ಪಟ್ಟಣದ ಆಯುಧ ಪೂಜೆ ನೆರವೇರಿಸಿ ಸುಮಾರು ಘಟಕದ ಎಲ್ಲಾ ಬಸ್ ಗಳನ್ನು ಸ್ವಚ್ಛಗೊಳಿಸಿ ಹೂವಿನಿಂದ ಅಲಂಕರಿಸಿ ಪೂಜೆ ಸಲ್ಲಿಸಲಾಯಿತು. ಘಟಕ ವ್ಯವಸ್ಥಾಪಕರು ಸಿಬ್ಬಂದಿ ಸುಮಾರು 80ಕ್ಕೂ ಅಧಿಕ ಬಸ್ಸುಗಳಿಗೆ ಪೂಜೆ ನೆರವೇರಿಸಿದರು. xyxy=(728,1998,928,2044)
story-navaratri xyxy=(688,86,1348,462)
headline: ಶ್ರೀ ಅಗ್ನಿಕೊಂಡ ದ್ಯಾವಮ್ಮದೇವಿಯ xyxy=(815,467,1221,511)
event-photo xyxy=(184,1140,680,1514)
inset-title: ಜಿಲ್ಲಾ ಮಟ್ಟದ ದಸರಾ ಚುಟುಕು ಗೋಷ್ಠಿ ಯಲ್ಲಿ xyxy=(363,495,599,514)
caption: ಶ್ರೀ ಅಗ್ನಿಕೊಂಡ ದ್ಯಾವಮ್ಮದೇವಿ ಈ ಸಂದರ್ಭದಲ್ಲಿ ಚನ್ನಬಸಪ್ಪ, ಸುರೇಶ ನಾಗರಾಜ್ ಅಂಗಡಿ ಶಿವಮೂರ್ತೆಪ್ಪ, ಶರಣಪ್ಪ ಕರಿಕೇರಿ, ಮಲ್ಲಿಕಾರ್ಜುನ ಸ್ವಾಮಿ ಅವರು ಉಪಸ್ಥಿತರಿದ್ದರು. xyxy=(1184,769,1335,815)
story-body: ನಾಲ್ಕಾರು ವರ್ಷಗಳಿಂದ ಇಲ್ಲಿ ಅಪಘಾತ ಸಂಭವಿಸುತ್ತಿವೆ, ಹೆದ್ದಾರಿ ಪ್ರಾಧಿಕಾರ ಸೂಕ್ತ ಕ್ರಮ ಕೈಗೊಳ್ಳಬೇಕು. ಗ್ರಾಮದ ಹತ್ತಿರ ವೇಗ ನಿಯಂತ್ರಕ ಅಳವಡಿಸಬೇಕು ಎಂದು ಒತ್ತಾಯಿಸಿದ್ದಾರೆ. xyxy=(180,1934,346,1968)
story-body: ಕ್ಲರ್ಕ್, ತಾಂತ್ರಿಕ ಸಿಬ್ಬಂದಿ, ನಿರ್ವಾಹಕರು, ಸಹಾಯಕರು, ಘಟಕದ ಸಿಬ್ಬಂದಿ ಹಾಗೂ ಅವರ ಕುಟುಂಬದ ಸದಸ್ಯರು ಉಪಸ್ಥಿತರಿದ್ದರು. xyxy=(1144,1998,1346,2020)
logo-text: ಸಂಜೆ ವಾಣಿ xyxy=(650,44,750,72)
